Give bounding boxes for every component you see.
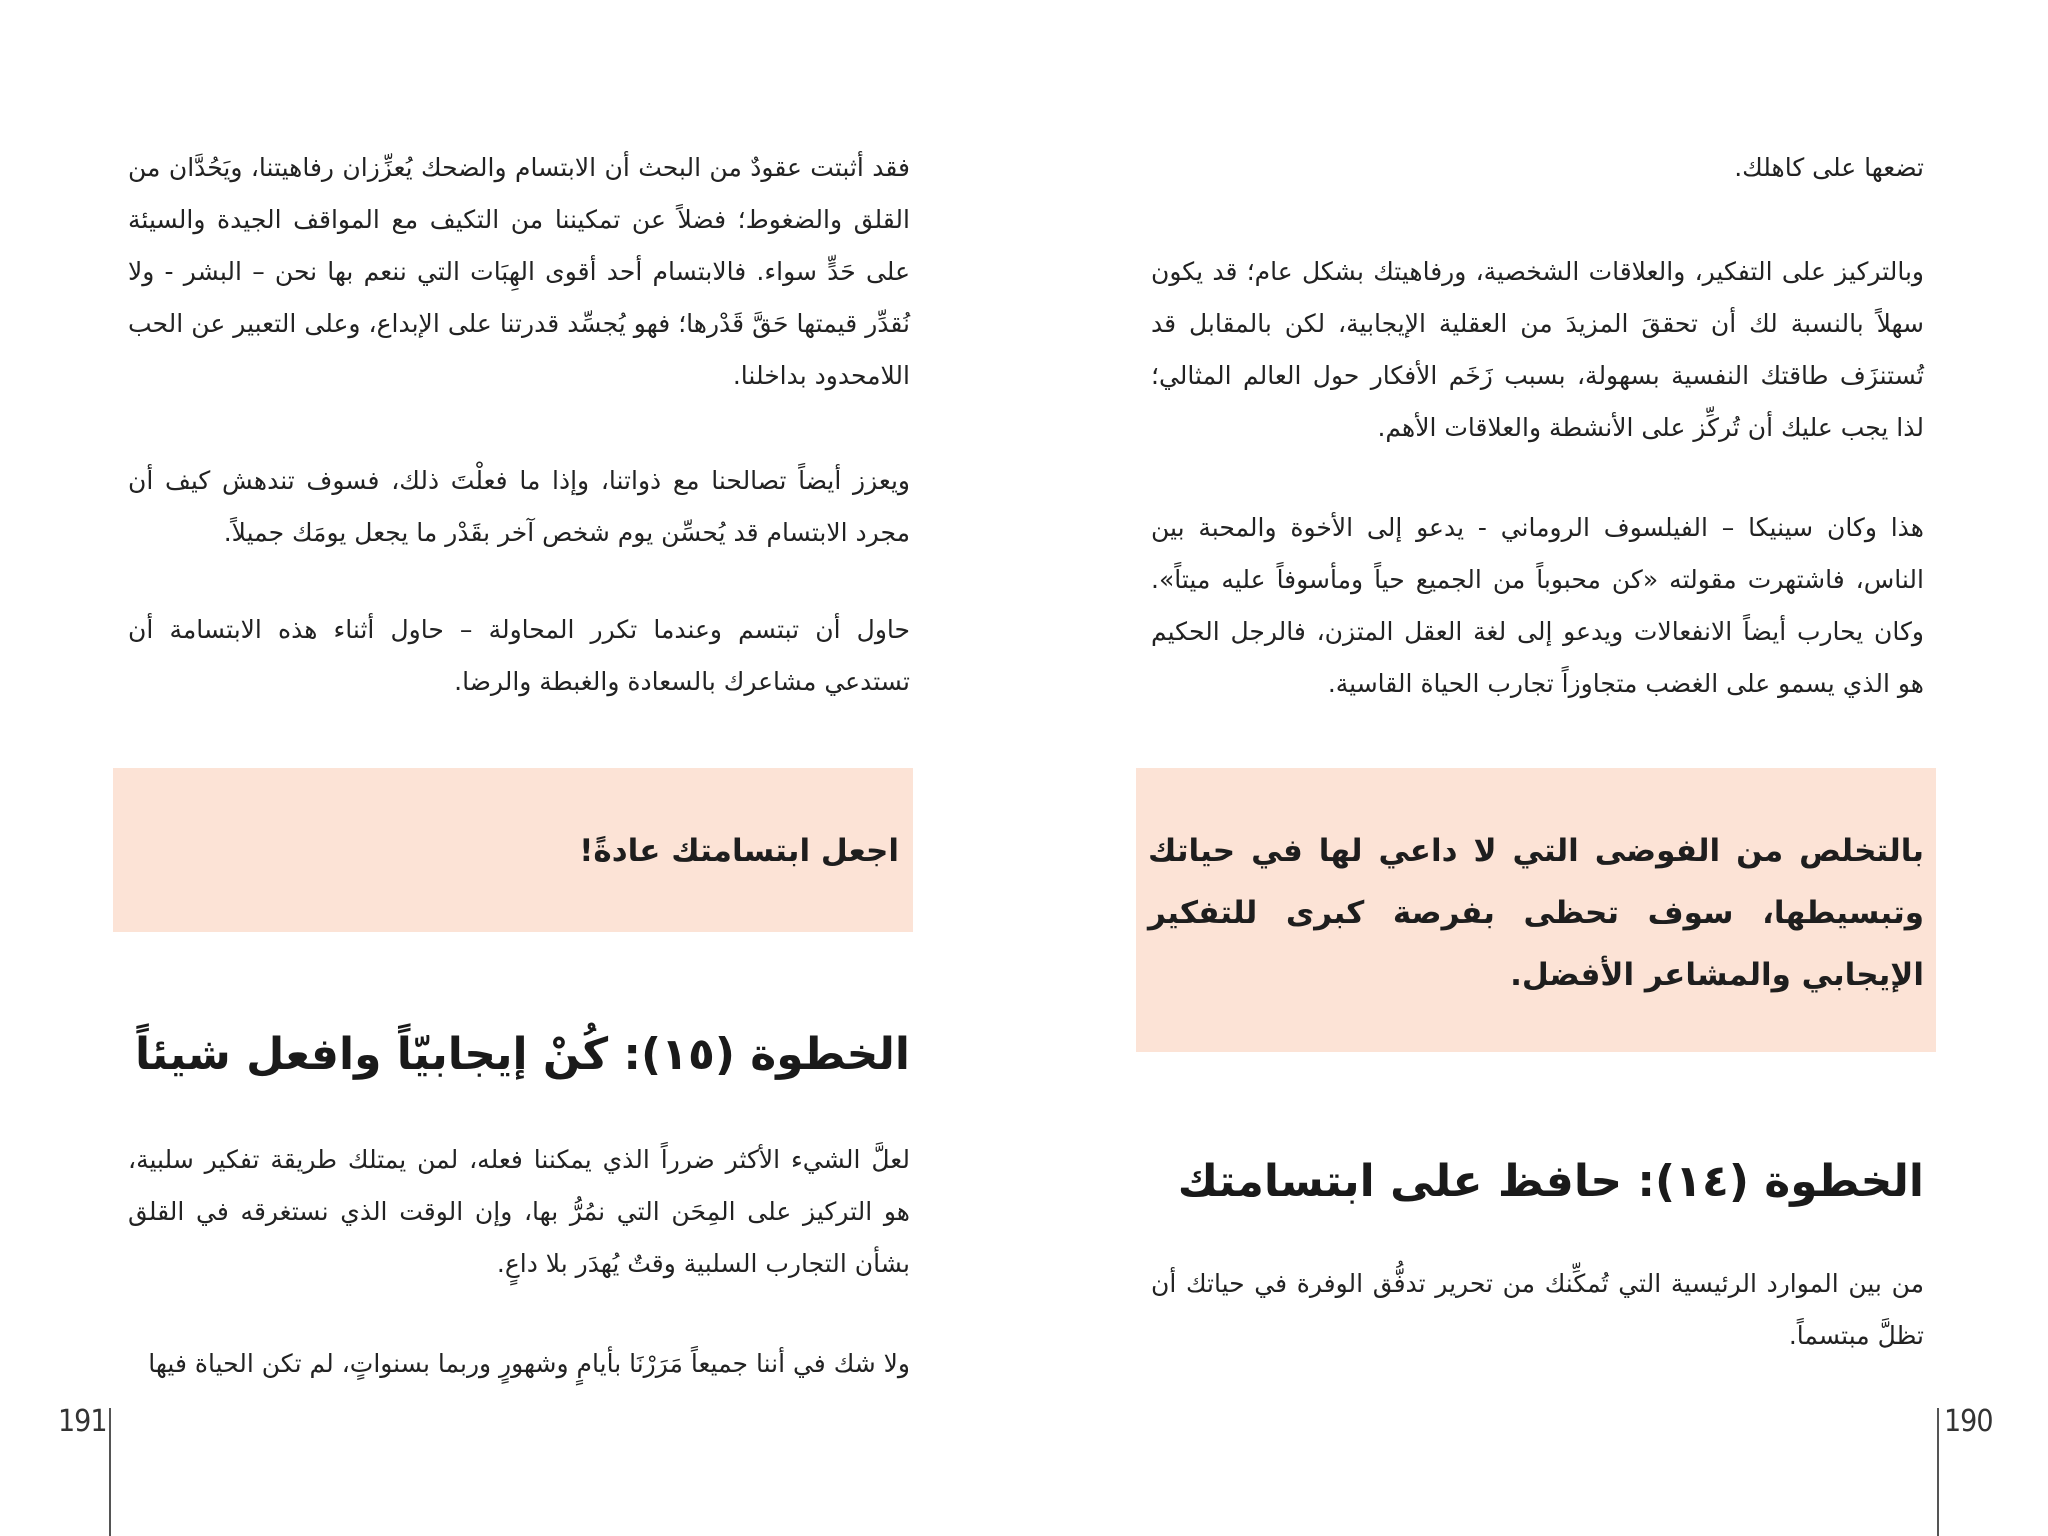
left-paragraph-2: ويعزز أيضاً تصالحنا مع ذواتنا، وإذا ما فعلْتَ ذلك، فسوف تندهش كيف أن مجرد الابتسام قد يُحسِّن يوم شخص آخر بقَدْر ما يجعل يومَك جميلاً. [128, 466, 910, 547]
left-margin-rule [109, 1408, 111, 1536]
left-paragraph-1: فقد أثبتت عقودٌ من البحث أن الابتسام والضحك يُعزِّزان رفاهيتنا، ويَحُدَّان من القلق والضغوط؛ فضلاً عن تمكيننا من التكيف مع المواقف الجيدة والسيئة على حَدٍّ سواء. فالابتسام أحد أقوى الهِبَات التي ننعم بها نحن – البشر - ولا نُقدِّر قيمتها حَقَّ قَدْرها؛ فهو يُجسِّد قدرتنا على الإبداع، وعلى التعبير عن الحب اللامحدود بداخلنا. [128, 153, 910, 390]
left-paragraph-4: لعلَّ الشيء الأكثر ضرراً الذي يمكننا فعله، لمن يمتلك طريقة تفكير سلبية، هو التركيز على المِحَن التي نمُرُّ بها، وإن الوقت الذي نستغرقه في القلق بشأن التجارب السلبية وقتٌ يُهدَر بلا داعٍ. [128, 1145, 910, 1278]
right-paragraph-3: هذا وكان سينيكا – الفيلسوف الروماني - يدعو إلى الأخوة والمحبة بين الناس، فاشتهرت مقولته «كن محبوباً من الجميع حياً ومأسوفاً عليه ميتاً». وكان يحارب أيضاً الانفعالات ويدعو إلى لغة العقل المتزن، فالرجل الحكيم هو الذي يسمو على الغضب متجاوزاً تجارب الحياة القاسية. [1151, 513, 1924, 698]
right-step-heading: الخطوة (١٤): حافظ على ابتسامتك [1177, 1156, 1924, 1207]
left-paragraph-5: ولا شك في أننا جميعاً مَرَرْنَا بأيامٍ وشهورٍ وربما بسنواتٍ، لم تكن الحياة فيها [148, 1349, 910, 1378]
right-paragraph-1: تضعها على كاهلك. [1734, 153, 1924, 182]
right-paragraph-4: من بين الموارد الرئيسية التي تُمكِّنك من تحرير تدفُّق الوفرة في حياتك أن تظلَّ مبتسماً. [1151, 1269, 1924, 1350]
left-callout-text: اجعل ابتسامتك عادةً! [579, 833, 899, 869]
right-margin-rule [1937, 1408, 1939, 1536]
page-number-right: 190 [1944, 1404, 1993, 1439]
page-number-left: 191 [58, 1404, 107, 1439]
right-callout-box [1136, 768, 1936, 1052]
right-paragraph-2: وبالتركيز على التفكير، والعلاقات الشخصية، ورفاهيتك بشكل عام؛ قد يكون سهلاً بالنسبة لك أن تحققَ المزيدَ من العقلية الإيجابية، لكن بالمقابل قد تُستنزَف طاقتك النفسية بسهولة، بسبب زَخَم الأفكار حول العالم المثالي؛ لذا يجب عليك أن تُركِّز على الأنشطة والعلاقات الأهم. [1151, 257, 1924, 442]
right-callout-text: بالتخلص من الفوضى التي لا داعي لها في حياتك وتبسيطها، سوف تحظى بفرصة كبرى للتفكير الإيجابي والمشاعر الأفضل. [1148, 833, 1924, 993]
left-callout-box [113, 768, 913, 932]
left-step-heading: الخطوة (١٥): كُنْ إيجابيّاً وافعل شيئاً [135, 1029, 910, 1080]
left-paragraph-3: حاول أن تبتسم وعندما تكرر المحاولة – حاول أثناء هذه الابتسامة أن تستدعي مشاعرك بالسعادة والغبطة والرضا. [128, 615, 910, 696]
